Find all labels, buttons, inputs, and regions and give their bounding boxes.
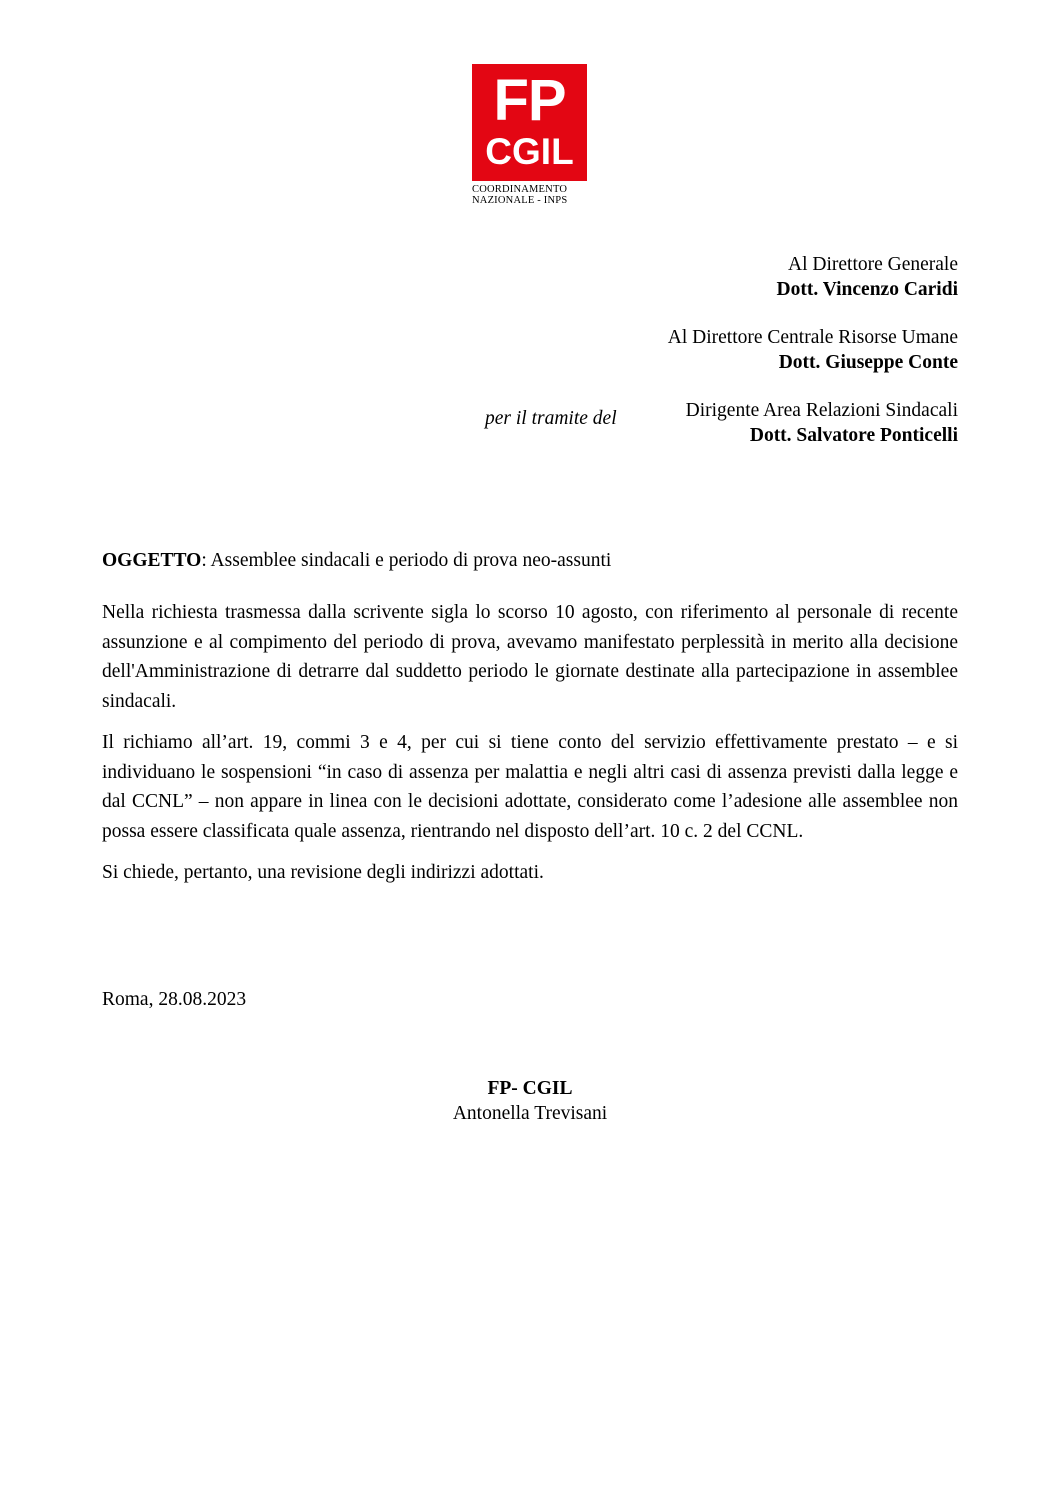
- recipient-direttore-generale: [668, 252, 958, 302]
- recipient-dirigente-relazioni-sindacali: [668, 398, 958, 448]
- recipient-role: Al Direttore Centrale Risorse Umane: [667, 327, 958, 348]
- recipients-block: [668, 252, 958, 471]
- intermediary-label: per il tramite del: [485, 408, 617, 429]
- signature-name: Antonella Trevisani: [452, 1103, 608, 1124]
- logo-subtitle-line2: NAZIONALE - INPS: [472, 195, 568, 206]
- subject-label: OGGETTO: [102, 550, 202, 571]
- signature-org: FP- CGIL: [487, 1078, 573, 1099]
- signature-block: [400, 1076, 660, 1126]
- letter-date: Roma, 28.08.2023: [102, 989, 247, 1010]
- body-paragraph: Si chiede, pertanto, una revisione degli indirizzi adottati.: [102, 862, 544, 883]
- recipient-name: Dott. Salvatore Ponticelli: [749, 425, 958, 446]
- fp-cgil-logo: [472, 64, 587, 206]
- logo-subtitle: [472, 184, 587, 206]
- subject-line: [102, 548, 611, 573]
- body-paragraph: Nella richiesta trasmessa dalla scrivente sigla lo scorso 10 agosto, con riferimento al personale di recente assunzione e al compimento del periodo di prova, avevamo manifestato perplessità in merito alla decisione dell'Amministrazione di detrarre dal suddetto periodo le giornate destinate alla partecipazione in assemblee sindacali.: [102, 602, 958, 712]
- recipient-role: Dirigente Area Relazioni Sindacali: [685, 400, 958, 421]
- subject-text: : Assemblee sindacali e periodo di prova neo-assunti: [201, 550, 612, 571]
- logo-red-box: [472, 64, 587, 181]
- recipient-role: Al Direttore Generale: [788, 254, 958, 275]
- logo-cgil-text: CGIL: [485, 131, 574, 172]
- letter-body: [102, 598, 958, 900]
- logo-subtitle-line1: COORDINAMENTO: [472, 184, 568, 195]
- recipient-direttore-risorse-umane: [668, 325, 958, 375]
- recipient-name: Dott. Giuseppe Conte: [778, 352, 958, 373]
- body-paragraph: Il richiamo all’art. 19, commi 3 e 4, per cui si tiene conto del servizio effettivamente prestato – e si individuano le sospensioni “in caso di assenza per malattia e negli altri casi di assenza previsti dalla legge e dal CCNL” – non appare in linea con le decisioni adottate, considerato come l’adesione alle assemblee non possa essere classificata quale assenza, rientrando nel disposto dell’art. 10 c. 2 del CCNL.: [102, 732, 958, 842]
- recipient-name: Dott. Vincenzo Caridi: [776, 279, 958, 300]
- logo-fp-text: FP: [493, 68, 566, 133]
